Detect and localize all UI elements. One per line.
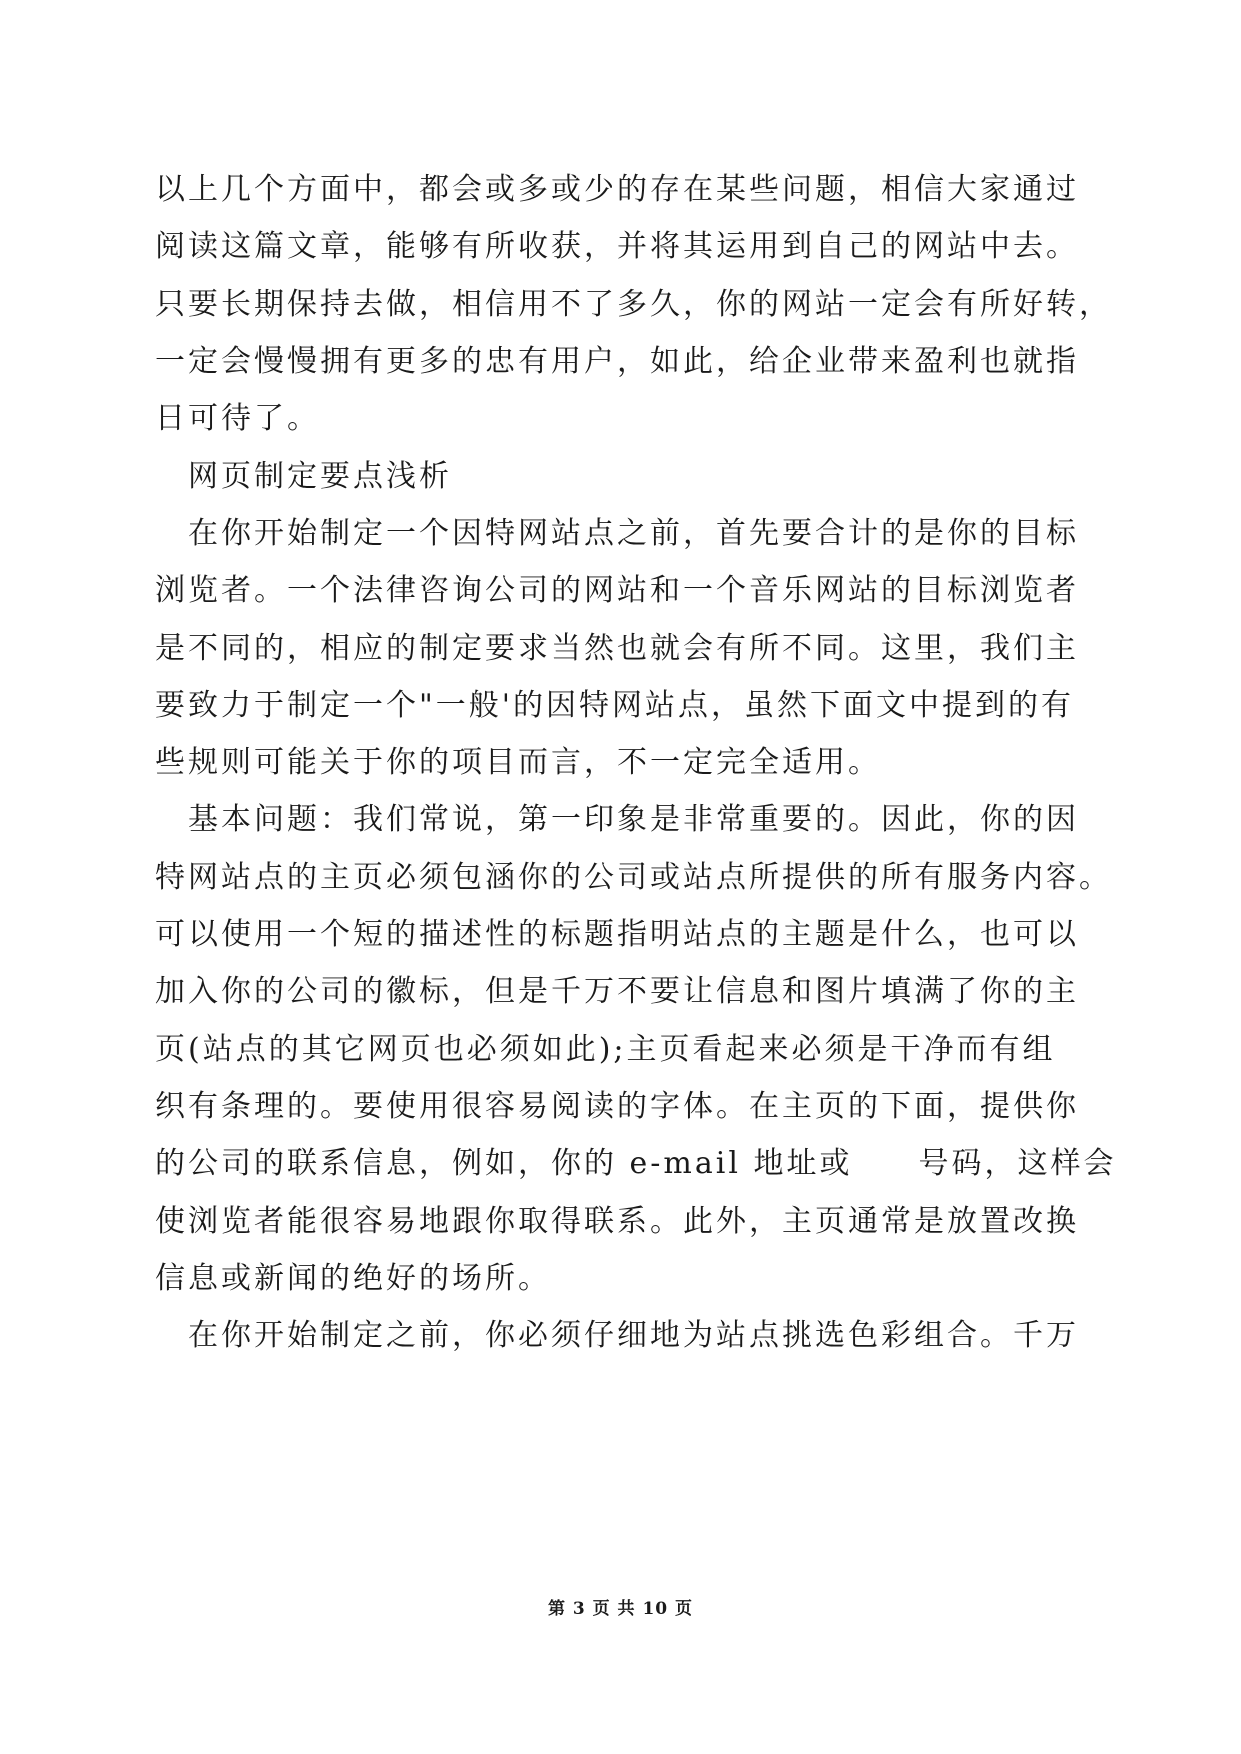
body-line: 些规则可能关于你的项目而言，不一定完全适用。: [155, 745, 881, 780]
body-line: 页(站点的其它网页也必须如此);主页看起来必须是干净而有组: [155, 1032, 1056, 1067]
body-line: 可以使用一个短的描述性的标题指明站点的主题是什么，也可以: [155, 917, 1079, 952]
body-line: 浏览者。一个法律咨询公司的网站和一个音乐网站的目标浏览者: [155, 573, 1079, 608]
body-line: 加入你的公司的徽标，但是千万不要让信息和图片填满了你的主: [155, 974, 1079, 1009]
body-line: 使浏览者能很容易地跟你取得联系。此外，主页通常是放置改换: [155, 1204, 1079, 1239]
body-line: 一定会慢慢拥有更多的忠有用户，如此，给企业带来盈利也就指: [155, 344, 1079, 379]
body-line: 阅读这篇文章，能够有所收获，并将其运用到自己的网站中去。: [155, 229, 1079, 264]
body-line: 特网站点的主页必须包涵你的公司或站点所提供的所有服务内容。: [155, 860, 1112, 895]
body-line: 要致力于制定一个"一般'的因特网站点，虽然下面文中提到的有: [155, 688, 1075, 723]
body-line: 基本问题：我们常说，第一印象是非常重要的。因此，你的因: [155, 802, 1079, 837]
body-line: 在你开始制定一个因特网站点之前，首先要合计的是你的目标: [155, 516, 1079, 551]
body-line: 日可待了。: [155, 401, 320, 436]
body-line: 在你开始制定之前，你必须仔细地为站点挑选色彩组合。千万: [155, 1318, 1079, 1353]
section-heading: 网页制定要点浅析: [155, 459, 452, 494]
body-line: 信息或新闻的绝好的场所。: [155, 1261, 551, 1296]
body-line: 是不同的，相应的制定要求当然也就会有所不同。这里，我们主: [155, 631, 1079, 666]
body-line: 只要长期保持去做，相信用不了多久，你的网站一定会有所好转，: [155, 287, 1112, 322]
body-line: 以上几个方面中，都会或多或少的存在某些问题，相信大家通过: [155, 172, 1079, 207]
page-number-footer: 第 3 页 共 10 页: [547, 1599, 694, 1619]
body-line: 织有条理的。要使用很容易阅读的字体。在主页的下面，提供你: [155, 1089, 1079, 1124]
body-line: 的公司的联系信息，例如，你的 e-mail 地址或 号码，这样会: [155, 1146, 1117, 1181]
